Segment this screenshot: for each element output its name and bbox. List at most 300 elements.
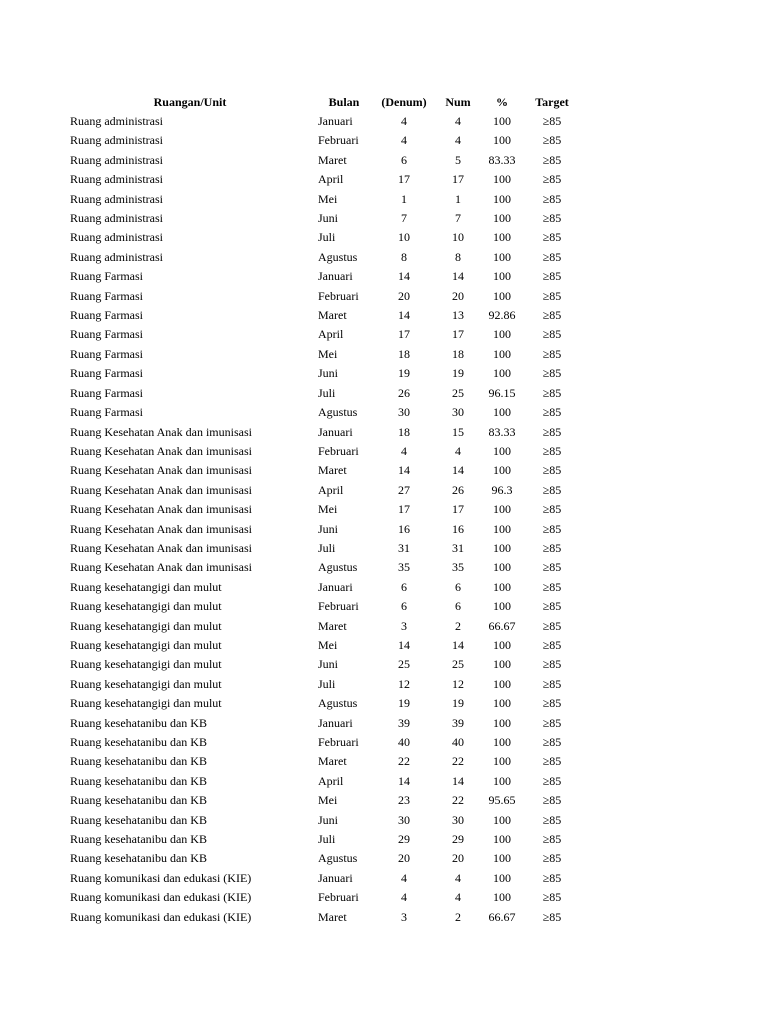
table-row (66, 714, 582, 733)
cell-percent: 100 (493, 463, 511, 478)
cell-num: 25 (452, 385, 464, 400)
cell-percent: 83.33 (488, 424, 516, 439)
cell-percent: 100 (493, 540, 511, 555)
cell-ruangan-unit: Ruang Farmasi (70, 327, 143, 342)
cell-target: ≥85 (542, 812, 562, 827)
cell-percent: 92.86 (488, 308, 516, 323)
cell-denum: 6 (401, 579, 407, 594)
cell-num: 31 (452, 540, 464, 555)
cell-ruangan-unit: Ruang administrasi (70, 172, 163, 187)
cell-bulan: Juni (318, 521, 339, 536)
cell-target: ≥85 (542, 657, 562, 672)
cell-percent: 100 (493, 715, 511, 730)
table-row (66, 500, 582, 519)
cell-percent: 100 (493, 657, 511, 672)
cell-target: ≥85 (542, 579, 562, 594)
cell-num: 25 (452, 657, 464, 672)
cell-percent: 100 (493, 599, 511, 614)
cell-num: 19 (452, 366, 464, 381)
cell-bulan: Agustus (318, 249, 358, 264)
cell-denum: 4 (401, 114, 407, 128)
cell-target: ≥85 (542, 463, 562, 478)
table-row (66, 675, 582, 694)
cell-denum: 4 (401, 133, 407, 148)
cell-percent: 83.33 (488, 152, 516, 167)
cell-denum: 18 (398, 346, 410, 361)
cell-bulan: Juli (318, 230, 336, 245)
table-row (66, 694, 582, 713)
cell-percent: 100 (493, 443, 511, 458)
cell-ruangan-unit: Ruang Kesehatan Anak dan imunisasi (70, 482, 252, 497)
cell-num: 19 (452, 696, 464, 711)
cell-denum: 19 (398, 366, 410, 381)
cell-ruangan-unit: Ruang Farmasi (70, 385, 143, 400)
cell-bulan: April (318, 482, 344, 497)
cell-percent: 100 (493, 133, 511, 148)
cell-percent: 100 (493, 288, 511, 303)
cell-target: ≥85 (542, 249, 562, 264)
cell-percent: 100 (493, 735, 511, 749)
cell-bulan: Maret (318, 618, 347, 633)
cell-denum: 40 (398, 735, 410, 749)
cell-percent: 100 (493, 327, 511, 342)
cell-denum: 14 (398, 637, 410, 652)
cell-ruangan-unit: Ruang Farmasi (70, 308, 143, 323)
cell-ruangan-unit: Ruang komunikasi dan edukasi (KIE) (70, 890, 252, 905)
cell-percent: 100 (493, 521, 511, 536)
cell-bulan: Juni (318, 657, 339, 672)
cell-ruangan-unit: Ruang kesehatanibu dan KB (70, 735, 207, 749)
cell-ruangan-unit: Ruang kesehatangigi dan mulut (70, 676, 222, 691)
cell-target: ≥85 (542, 443, 562, 458)
cell-bulan: Februari (318, 133, 359, 148)
cell-target: ≥85 (542, 521, 562, 536)
cell-bulan: Januari (318, 114, 353, 128)
table-row (66, 830, 582, 849)
cell-percent: 100 (493, 366, 511, 381)
table-row (66, 248, 582, 267)
cell-ruangan-unit: Ruang Kesehatan Anak dan imunisasi (70, 540, 252, 555)
cell-denum: 3 (401, 909, 407, 924)
cell-denum: 26 (398, 385, 410, 400)
cell-denum: 25 (398, 657, 410, 672)
table-row (66, 617, 582, 636)
cell-num: 30 (452, 812, 464, 827)
cell-ruangan-unit: Ruang Farmasi (70, 346, 143, 361)
cell-denum: 17 (398, 502, 410, 517)
cell-denum: 14 (398, 308, 410, 323)
cell-bulan: Mei (318, 346, 338, 361)
cell-bulan: Januari (318, 424, 353, 439)
cell-bulan: Maret (318, 152, 347, 167)
cell-denum: 8 (401, 249, 407, 264)
cell-ruangan-unit: Ruang Kesehatan Anak dan imunisasi (70, 521, 252, 536)
cell-num: 14 (452, 637, 464, 652)
header-denum: (Denum) (381, 95, 427, 109)
table-row (66, 267, 582, 286)
cell-num: 14 (452, 463, 464, 478)
cell-ruangan-unit: Ruang administrasi (70, 230, 163, 245)
cell-target: ≥85 (542, 502, 562, 517)
cell-num: 12 (452, 676, 464, 691)
cell-denum: 39 (398, 715, 410, 730)
cell-denum: 16 (398, 521, 410, 536)
cell-num: 8 (455, 249, 461, 264)
cell-target: ≥85 (542, 909, 562, 924)
cell-denum: 20 (398, 288, 410, 303)
cell-bulan: Agustus (318, 560, 358, 575)
cell-num: 18 (452, 346, 464, 361)
cell-target: ≥85 (542, 114, 562, 128)
cell-denum: 4 (401, 870, 407, 885)
cell-target: ≥85 (542, 424, 562, 439)
cell-num: 40 (452, 735, 464, 749)
cell-num: 15 (452, 424, 464, 439)
cell-percent: 100 (493, 560, 511, 575)
cell-bulan: Juli (318, 832, 336, 847)
cell-target: ≥85 (542, 191, 562, 206)
cell-ruangan-unit: Ruang Kesehatan Anak dan imunisasi (70, 424, 252, 439)
cell-percent: 100 (493, 191, 511, 206)
table-row (66, 190, 582, 209)
cell-bulan: Februari (318, 599, 359, 614)
cell-denum: 4 (401, 443, 407, 458)
table-row (66, 752, 582, 771)
cell-num: 26 (452, 482, 464, 497)
cell-bulan: Juli (318, 540, 336, 555)
cell-target: ≥85 (542, 735, 562, 749)
table-row (66, 170, 582, 189)
cell-ruangan-unit: Ruang Farmasi (70, 405, 143, 420)
cell-ruangan-unit: Ruang administrasi (70, 249, 163, 264)
cell-denum: 35 (398, 560, 410, 575)
table-row (66, 481, 582, 500)
cell-num: 29 (452, 832, 464, 847)
cell-num: 22 (452, 793, 464, 808)
cell-bulan: Januari (318, 579, 353, 594)
cell-bulan: Maret (318, 463, 347, 478)
cell-target: ≥85 (542, 773, 562, 788)
cell-bulan: Februari (318, 288, 359, 303)
cell-ruangan-unit: Ruang administrasi (70, 211, 163, 226)
table-row (66, 791, 582, 810)
cell-ruangan-unit: Ruang kesehatangigi dan mulut (70, 618, 222, 633)
cell-denum: 7 (401, 211, 407, 226)
cell-denum: 1 (401, 191, 407, 206)
table-row (66, 403, 582, 422)
table-row (66, 131, 582, 150)
cell-ruangan-unit: Ruang Farmasi (70, 269, 143, 284)
table-row (66, 597, 582, 616)
cell-percent: 100 (493, 172, 511, 187)
cell-bulan: April (318, 327, 344, 342)
cell-bulan: Agustus (318, 696, 358, 711)
table-row (66, 112, 582, 131)
cell-bulan: Februari (318, 443, 359, 458)
cell-ruangan-unit: Ruang komunikasi dan edukasi (KIE) (70, 870, 252, 885)
cell-num: 14 (452, 773, 464, 788)
cell-target: ≥85 (542, 327, 562, 342)
cell-num: 17 (452, 172, 464, 187)
cell-ruangan-unit: Ruang kesehatanibu dan KB (70, 812, 207, 827)
cell-num: 4 (455, 443, 461, 458)
cell-percent: 100 (493, 832, 511, 847)
cell-num: 20 (452, 851, 464, 866)
cell-ruangan-unit: Ruang Kesehatan Anak dan imunisasi (70, 502, 252, 517)
cell-percent: 66.67 (488, 618, 516, 633)
header-target: Target (535, 95, 569, 109)
table-row (66, 151, 582, 170)
cell-bulan: Juni (318, 211, 339, 226)
cell-percent: 96.15 (488, 385, 516, 400)
cell-num: 4 (455, 870, 461, 885)
cell-num: 2 (455, 909, 461, 924)
cell-denum: 23 (398, 793, 410, 808)
cell-ruangan-unit: Ruang Kesehatan Anak dan imunisasi (70, 560, 252, 575)
cell-num: 30 (452, 405, 464, 420)
cell-target: ≥85 (542, 308, 562, 323)
cell-ruangan-unit: Ruang Farmasi (70, 366, 143, 381)
table-row (66, 461, 582, 480)
cell-denum: 12 (398, 676, 410, 691)
cell-ruangan-unit: Ruang administrasi (70, 191, 163, 206)
cell-percent: 100 (493, 211, 511, 226)
cell-num: 5 (455, 152, 461, 167)
cell-percent: 100 (493, 230, 511, 245)
table-row (66, 442, 582, 461)
table-row (66, 209, 582, 228)
table-row (66, 772, 582, 791)
cell-num: 6 (455, 599, 461, 614)
cell-ruangan-unit: Ruang administrasi (70, 152, 163, 167)
cell-target: ≥85 (542, 793, 562, 808)
cell-ruangan-unit: Ruang kesehatanibu dan KB (70, 715, 207, 730)
cell-bulan: Maret (318, 754, 347, 769)
cell-ruangan-unit: Ruang kesehatanibu dan KB (70, 754, 207, 769)
cell-ruangan-unit: Ruang komunikasi dan edukasi (KIE) (70, 909, 252, 924)
cell-denum: 22 (398, 754, 410, 769)
cell-percent: 100 (493, 696, 511, 711)
cell-ruangan-unit: Ruang kesehatanibu dan KB (70, 832, 207, 847)
cell-percent: 100 (493, 269, 511, 284)
table-row (66, 888, 582, 907)
cell-target: ≥85 (542, 288, 562, 303)
table-body (66, 112, 582, 927)
table-row (66, 228, 582, 247)
cell-num: 4 (455, 133, 461, 148)
cell-target: ≥85 (542, 599, 562, 614)
table-row (66, 558, 582, 577)
cell-bulan: Januari (318, 269, 353, 284)
cell-bulan: April (318, 773, 344, 788)
header-ruangan-unit: Ruangan/Unit (153, 95, 227, 109)
cell-denum: 10 (398, 230, 410, 245)
cell-target: ≥85 (542, 269, 562, 284)
cell-target: ≥85 (542, 540, 562, 555)
table-row (66, 869, 582, 888)
cell-num: 6 (455, 579, 461, 594)
cell-num: 1 (455, 191, 461, 206)
cell-ruangan-unit: Ruang Kesehatan Anak dan imunisasi (70, 463, 252, 478)
cell-num: 13 (452, 308, 464, 323)
cell-percent: 66.67 (488, 909, 516, 924)
cell-target: ≥85 (542, 405, 562, 420)
cell-target: ≥85 (542, 696, 562, 711)
table-row (66, 733, 582, 752)
cell-num: 39 (452, 715, 464, 730)
table-row (66, 908, 582, 927)
cell-percent: 100 (493, 773, 511, 788)
cell-ruangan-unit: Ruang Kesehatan Anak dan imunisasi (70, 443, 252, 458)
cell-bulan: Mei (318, 191, 338, 206)
cell-target: ≥85 (542, 618, 562, 633)
cell-denum: 30 (398, 405, 410, 420)
cell-ruangan-unit: Ruang kesehatanibu dan KB (70, 851, 207, 866)
cell-target: ≥85 (542, 832, 562, 847)
cell-bulan: Juni (318, 812, 339, 827)
cell-percent: 100 (493, 754, 511, 769)
cell-target: ≥85 (542, 211, 562, 226)
cell-target: ≥85 (542, 754, 562, 769)
cell-num: 16 (452, 521, 464, 536)
header-percent: % (496, 95, 508, 109)
data-table (66, 92, 582, 927)
cell-percent: 100 (493, 579, 511, 594)
header-num: Num (445, 95, 471, 109)
cell-denum: 14 (398, 269, 410, 284)
cell-num: 7 (455, 211, 461, 226)
table-row (66, 636, 582, 655)
table-row (66, 539, 582, 558)
cell-percent: 96.3 (491, 482, 513, 497)
cell-denum: 14 (398, 463, 410, 478)
cell-bulan: Maret (318, 308, 347, 323)
cell-num: 35 (452, 560, 464, 575)
cell-denum: 6 (401, 152, 407, 167)
cell-ruangan-unit: Ruang kesehatanibu dan KB (70, 793, 207, 808)
cell-denum: 4 (401, 890, 407, 905)
cell-bulan: Maret (318, 909, 347, 924)
cell-percent: 100 (493, 249, 511, 264)
cell-ruangan-unit: Ruang administrasi (70, 133, 163, 148)
cell-denum: 6 (401, 599, 407, 614)
cell-denum: 17 (398, 327, 410, 342)
cell-target: ≥85 (542, 385, 562, 400)
cell-percent: 100 (493, 870, 511, 885)
cell-target: ≥85 (542, 366, 562, 381)
cell-target: ≥85 (542, 890, 562, 905)
table-row (66, 811, 582, 830)
cell-bulan: Februari (318, 735, 359, 749)
cell-percent: 100 (493, 812, 511, 827)
cell-percent: 100 (493, 114, 511, 128)
cell-num: 17 (452, 502, 464, 517)
cell-ruangan-unit: Ruang kesehatanibu dan KB (70, 773, 207, 788)
cell-bulan: Agustus (318, 405, 358, 420)
table-row (66, 423, 582, 442)
header-bulan: Bulan (328, 95, 360, 109)
cell-num: 4 (455, 114, 461, 128)
cell-target: ≥85 (542, 676, 562, 691)
header-row (66, 92, 582, 112)
cell-bulan: Agustus (318, 851, 358, 866)
cell-num: 20 (452, 288, 464, 303)
cell-target: ≥85 (542, 870, 562, 885)
table-row (66, 325, 582, 344)
table-row (66, 520, 582, 539)
cell-num: 4 (455, 890, 461, 905)
cell-denum: 31 (398, 540, 410, 555)
cell-bulan: Juli (318, 385, 336, 400)
cell-num: 22 (452, 754, 464, 769)
cell-denum: 20 (398, 851, 410, 866)
cell-denum: 17 (398, 172, 410, 187)
cell-denum: 14 (398, 773, 410, 788)
cell-ruangan-unit: Ruang kesehatangigi dan mulut (70, 599, 222, 614)
cell-percent: 95.65 (488, 793, 516, 808)
cell-target: ≥85 (542, 230, 562, 245)
cell-target: ≥85 (542, 482, 562, 497)
cell-num: 2 (455, 618, 461, 633)
cell-ruangan-unit: Ruang administrasi (70, 114, 163, 128)
cell-bulan: Juli (318, 676, 336, 691)
cell-ruangan-unit: Ruang kesehatangigi dan mulut (70, 657, 222, 672)
cell-num: 17 (452, 327, 464, 342)
table-row (66, 849, 582, 868)
cell-denum: 3 (401, 618, 407, 633)
cell-denum: 19 (398, 696, 410, 711)
cell-target: ≥85 (542, 172, 562, 187)
cell-percent: 100 (493, 890, 511, 905)
cell-percent: 100 (493, 851, 511, 866)
cell-bulan: Januari (318, 715, 353, 730)
cell-target: ≥85 (542, 152, 562, 167)
cell-target: ≥85 (542, 346, 562, 361)
cell-percent: 100 (493, 405, 511, 420)
table-row (66, 345, 582, 364)
table-row (66, 364, 582, 383)
cell-bulan: Mei (318, 793, 338, 808)
cell-bulan: Mei (318, 637, 338, 652)
cell-target: ≥85 (542, 715, 562, 730)
cell-bulan: Januari (318, 870, 353, 885)
cell-denum: 27 (398, 482, 410, 497)
cell-ruangan-unit: Ruang kesehatangigi dan mulut (70, 579, 222, 594)
cell-bulan: Juni (318, 366, 339, 381)
cell-bulan: Februari (318, 890, 359, 905)
cell-denum: 29 (398, 832, 410, 847)
cell-num: 10 (452, 230, 464, 245)
table-row (66, 384, 582, 403)
cell-target: ≥85 (542, 637, 562, 652)
cell-ruangan-unit: Ruang kesehatangigi dan mulut (70, 637, 222, 652)
table-row (66, 287, 582, 306)
cell-percent: 100 (493, 637, 511, 652)
cell-bulan: April (318, 172, 344, 187)
cell-denum: 18 (398, 424, 410, 439)
cell-percent: 100 (493, 502, 511, 517)
cell-target: ≥85 (542, 133, 562, 148)
cell-percent: 100 (493, 676, 511, 691)
cell-denum: 30 (398, 812, 410, 827)
cell-ruangan-unit: Ruang Farmasi (70, 288, 143, 303)
cell-num: 14 (452, 269, 464, 284)
table-row (66, 578, 582, 597)
cell-ruangan-unit: Ruang kesehatangigi dan mulut (70, 696, 222, 711)
cell-bulan: Mei (318, 502, 338, 517)
cell-percent: 100 (493, 346, 511, 361)
cell-target: ≥85 (542, 560, 562, 575)
